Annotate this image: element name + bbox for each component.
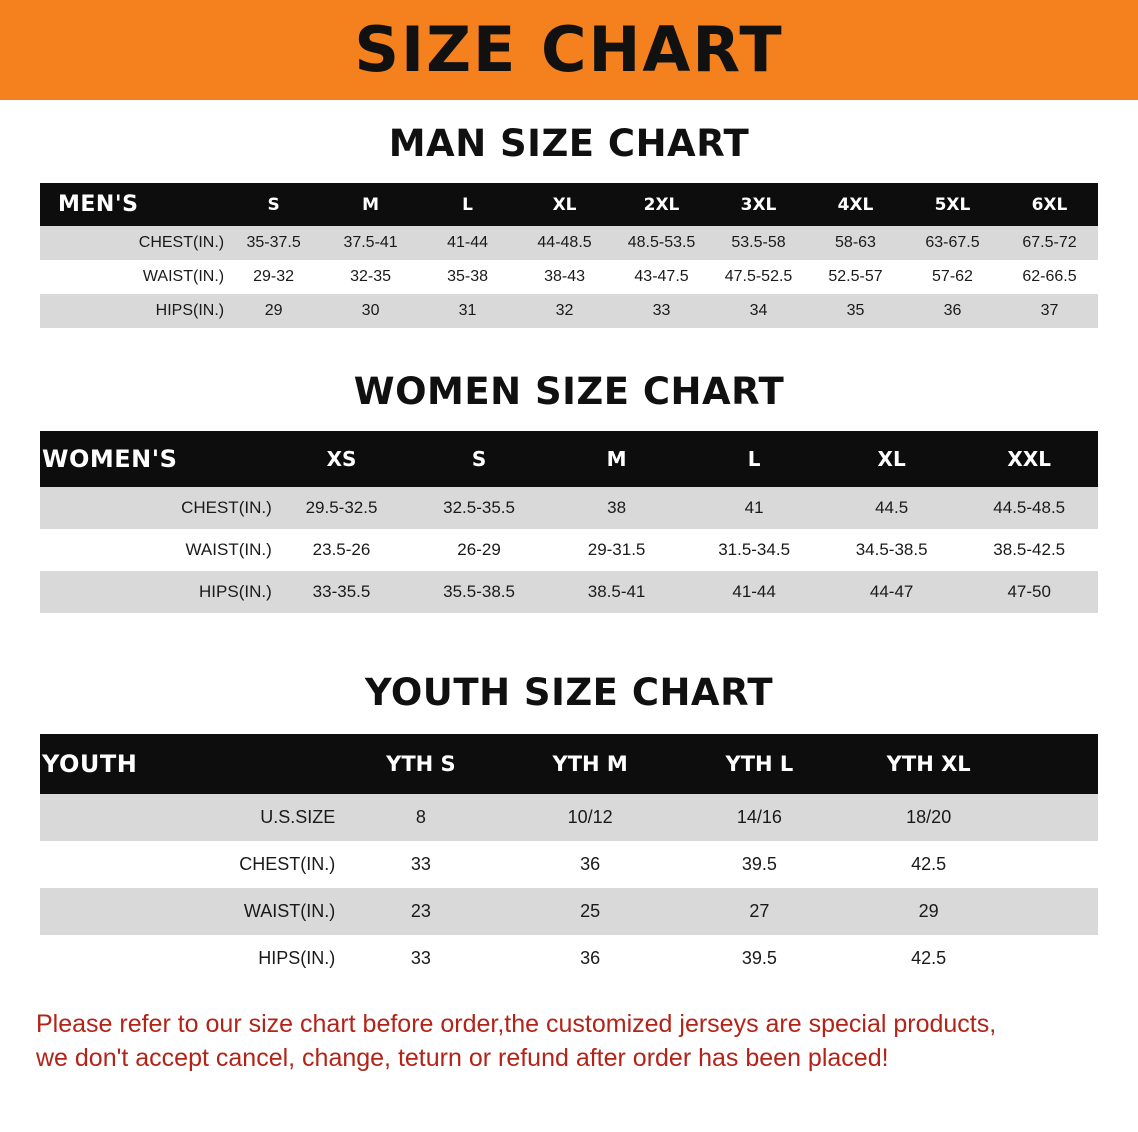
man-header-label: MEN'S <box>40 183 225 226</box>
table-row <box>40 487 1098 529</box>
order-policy-note <box>36 1008 1102 1076</box>
cell: 29 <box>225 294 322 328</box>
table-row <box>40 935 1098 982</box>
man-size-header: S <box>225 183 322 226</box>
note-line-1: Please refer to our size chart before order,the customized jerseys are special products, <box>36 1010 997 1038</box>
man-size-header: 3XL <box>710 183 807 226</box>
row-label: CHEST(IN.) <box>40 487 273 529</box>
cell: 29 <box>844 888 1013 935</box>
cell: 26-29 <box>410 529 548 571</box>
row-label: CHEST(IN.) <box>40 226 225 260</box>
cell: 39.5 <box>675 935 844 982</box>
cell: 52.5-57 <box>807 260 904 294</box>
cell: 35-38 <box>419 260 516 294</box>
cell: 33-35.5 <box>273 571 411 613</box>
cell: 35.5-38.5 <box>410 571 548 613</box>
size-chart-banner <box>0 0 1138 100</box>
cell: 38 <box>548 487 686 529</box>
row-label: HIPS(IN.) <box>40 935 336 982</box>
youth-section-title: YOUTH SIZE CHART <box>364 671 774 714</box>
row-label: U.S.SIZE <box>40 794 336 841</box>
cell: 43-47.5 <box>613 260 710 294</box>
cell: 35-37.5 <box>225 226 322 260</box>
cell: 57-62 <box>904 260 1001 294</box>
cell: 33 <box>613 294 710 328</box>
women-size-header: L <box>685 431 823 487</box>
women-table-wrap <box>0 431 1138 613</box>
women-size-table <box>40 431 1098 613</box>
cell: 8 <box>336 794 505 841</box>
man-table-body <box>40 226 1098 328</box>
man-size-header: 6XL <box>1001 183 1098 226</box>
cell: 31 <box>419 294 516 328</box>
youth-header-label: YOUTH <box>40 734 336 794</box>
cell: 38-43 <box>516 260 613 294</box>
cell: 36 <box>506 935 675 982</box>
row-label: WAIST(IN.) <box>40 888 336 935</box>
cell: 29.5-32.5 <box>273 487 411 529</box>
cell: 10/12 <box>506 794 675 841</box>
cell: 32 <box>516 294 613 328</box>
cell: 14/16 <box>675 794 844 841</box>
table-row <box>40 841 1098 888</box>
youth-size-header: YTH L <box>675 734 844 794</box>
cell: 53.5-58 <box>710 226 807 260</box>
cell-spacer <box>1013 935 1098 982</box>
cell: 34 <box>710 294 807 328</box>
man-size-header: 2XL <box>613 183 710 226</box>
table-row <box>40 294 1098 328</box>
cell: 58-63 <box>807 226 904 260</box>
youth-table-wrap <box>0 734 1138 982</box>
women-size-header: XL <box>823 431 961 487</box>
cell: 30 <box>322 294 419 328</box>
cell-spacer <box>1013 888 1098 935</box>
cell: 36 <box>904 294 1001 328</box>
cell: 31.5-34.5 <box>685 529 823 571</box>
cell: 62-66.5 <box>1001 260 1098 294</box>
cell: 38.5-42.5 <box>960 529 1098 571</box>
man-table-wrap <box>0 183 1138 328</box>
youth-header-spacer <box>1013 734 1098 794</box>
row-label: WAIST(IN.) <box>40 529 273 571</box>
cell: 32-35 <box>322 260 419 294</box>
table-row <box>40 260 1098 294</box>
cell: 32.5-35.5 <box>410 487 548 529</box>
table-row <box>40 571 1098 613</box>
table-row <box>40 794 1098 841</box>
man-size-header: XL <box>516 183 613 226</box>
cell: 39.5 <box>675 841 844 888</box>
cell: 44.5-48.5 <box>960 487 1098 529</box>
women-header-label: WOMEN'S <box>40 431 273 487</box>
women-table-head <box>40 431 1098 487</box>
cell: 67.5-72 <box>1001 226 1098 260</box>
cell: 37 <box>1001 294 1098 328</box>
women-size-header: XS <box>273 431 411 487</box>
row-label: HIPS(IN.) <box>40 294 225 328</box>
row-label: CHEST(IN.) <box>40 841 336 888</box>
page-title: SIZE CHART <box>354 13 784 86</box>
cell: 44-47 <box>823 571 961 613</box>
cell-spacer <box>1013 794 1098 841</box>
note-line-2: we don't accept cancel, change, teturn or refund after order has been placed! <box>36 1043 889 1072</box>
cell: 47-50 <box>960 571 1098 613</box>
cell: 33 <box>336 841 505 888</box>
row-label: WAIST(IN.) <box>40 260 225 294</box>
youth-table-body <box>40 794 1098 982</box>
cell: 25 <box>506 888 675 935</box>
table-header-row <box>40 431 1098 487</box>
man-size-header: M <box>322 183 419 226</box>
women-size-header: S <box>410 431 548 487</box>
cell: 48.5-53.5 <box>613 226 710 260</box>
cell: 41 <box>685 487 823 529</box>
table-row <box>40 226 1098 260</box>
youth-size-header: YTH S <box>336 734 505 794</box>
cell: 18/20 <box>844 794 1013 841</box>
cell: 44.5 <box>823 487 961 529</box>
cell: 41-44 <box>685 571 823 613</box>
cell: 23.5-26 <box>273 529 411 571</box>
cell: 36 <box>506 841 675 888</box>
cell: 41-44 <box>419 226 516 260</box>
row-label: HIPS(IN.) <box>40 571 273 613</box>
women-size-header: XXL <box>960 431 1098 487</box>
cell: 27 <box>675 888 844 935</box>
man-table-head <box>40 183 1098 226</box>
cell: 38.5-41 <box>548 571 686 613</box>
youth-size-header: YTH XL <box>844 734 1013 794</box>
table-row <box>40 888 1098 935</box>
cell: 63-67.5 <box>904 226 1001 260</box>
man-section-title: MAN SIZE CHART <box>388 122 750 165</box>
women-section-title: WOMEN SIZE CHART <box>353 370 785 413</box>
cell: 29-31.5 <box>548 529 686 571</box>
cell: 29-32 <box>225 260 322 294</box>
table-header-row <box>40 183 1098 226</box>
cell-spacer <box>1013 841 1098 888</box>
youth-table-head <box>40 734 1098 794</box>
cell: 35 <box>807 294 904 328</box>
cell: 42.5 <box>844 935 1013 982</box>
women-table-body <box>40 487 1098 613</box>
cell: 42.5 <box>844 841 1013 888</box>
cell: 44-48.5 <box>516 226 613 260</box>
youth-size-header: YTH M <box>506 734 675 794</box>
women-size-header: M <box>548 431 686 487</box>
man-size-header: 4XL <box>807 183 904 226</box>
man-size-header: 5XL <box>904 183 1001 226</box>
table-row <box>40 529 1098 571</box>
man-size-table <box>40 183 1098 328</box>
cell: 23 <box>336 888 505 935</box>
youth-size-table <box>40 734 1098 982</box>
cell: 47.5-52.5 <box>710 260 807 294</box>
man-size-header: L <box>419 183 516 226</box>
cell: 37.5-41 <box>322 226 419 260</box>
table-header-row <box>40 734 1098 794</box>
cell: 33 <box>336 935 505 982</box>
cell: 34.5-38.5 <box>823 529 961 571</box>
